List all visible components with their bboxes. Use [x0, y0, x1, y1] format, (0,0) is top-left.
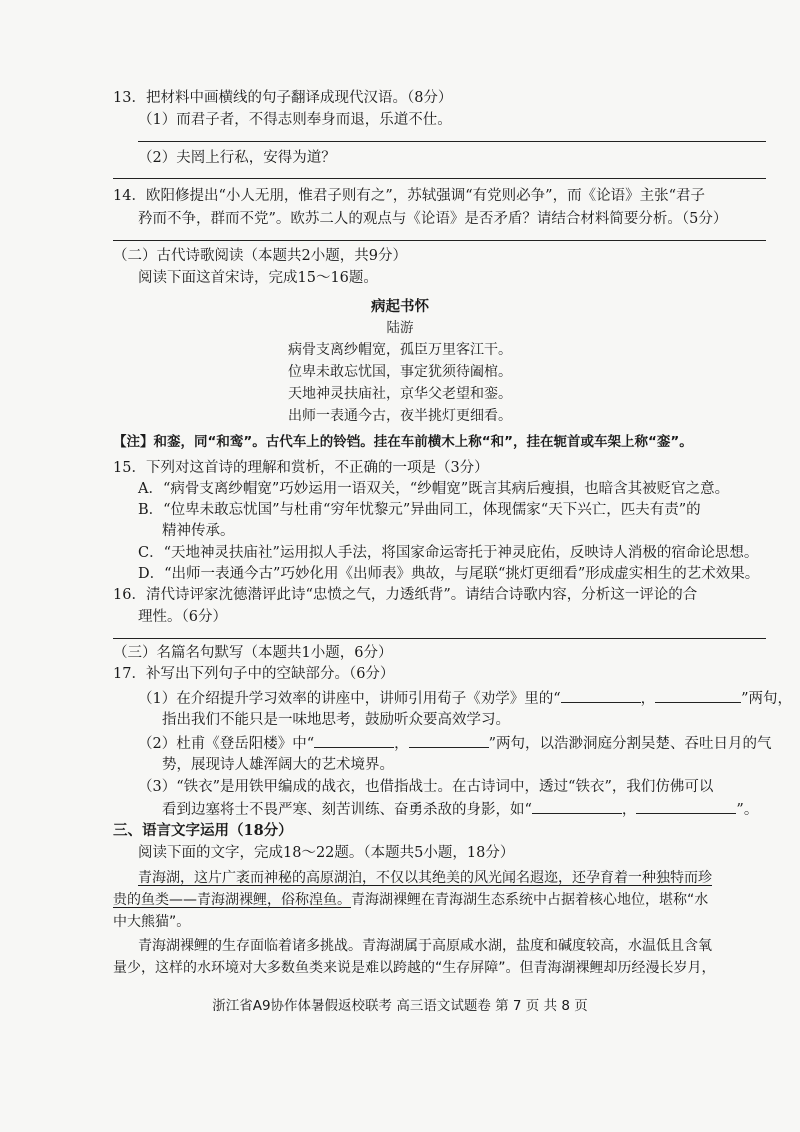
poem-note: 【注】和銮，同“和鸾”。古代车上的铃铛。挂在车前横木上称“和”，挂在轭首或车架上称“銮”。	[113, 434, 693, 450]
poem-line: 出师一表通今古，夜半挑灯更细看。	[288, 408, 512, 424]
poem-line: 位卑未敢忘忧国，事定犹须待阖棺。	[288, 364, 512, 380]
q15-option-c: C．“天地神灵扶庙社”运用拟人手法，将国家命运寄托于神灵庇佑，反映诗人消极的宿命论思想。	[138, 545, 759, 561]
q13-item-2: （2）夫罔上行私，安得为道？	[138, 150, 336, 166]
q13-item-1: （1）而君子者，不得志则奉身而退，乐道不仕。	[138, 112, 452, 128]
page-footer: 浙江省A9协作体暑假返校联考 高三语文试题卷 第 7 页 共 8 页	[212, 998, 588, 1014]
q17-item-1	[138, 688, 792, 709]
answer-line	[113, 638, 766, 639]
poem-author: 陆游	[386, 320, 414, 336]
section-heading-language: 三、语言文字运用（18分）	[113, 822, 293, 839]
passage-line: 青海湖裸鲤的生存面临着诸多挑战。青海湖属于高原咸水湖，盐度和碱度较高，水温低且含氧	[138, 938, 712, 954]
q17-item-1-text: （1）在介绍提升学习效率的讲座中，讲师引用荀子《劝学》里的“	[138, 691, 561, 707]
section-instruction: 阅读下面这首宋诗，完成15～16题。	[138, 270, 378, 286]
q17-stem: 17．补写出下列句子中的空缺部分。（6分）	[113, 666, 395, 682]
fill-blank[interactable]	[314, 733, 394, 748]
q15-option-b: B．“位卑未敢忘忧国”与杜甫“穷年忧黎元”异曲同工，体现儒家“天下兴亡，匹夫有责”的	[138, 502, 701, 518]
q17-item-2-end: ”两句，以浩渺洞庭分割吴楚、吞吐日月的气	[488, 736, 772, 752]
q16-line-1: 16．清代诗评家沈德潜评此诗“忠愤之气，力透纸背”。请结合诗歌内容，分析这一评论的合	[113, 587, 698, 603]
punct: ，	[394, 736, 409, 752]
fill-blank[interactable]	[532, 799, 622, 814]
answer-line	[113, 178, 766, 179]
q17-item-3-end: ”。	[736, 802, 759, 818]
punct: ，	[621, 802, 637, 818]
passage-line: 量少，这样的水环境对大多数鱼类来说是难以跨越的“生存屏障”。但青海湖裸鲤却历经漫长岁月，	[113, 960, 716, 976]
passage-underlined: 贵的鱼类——青海湖裸鲤，俗称湟鱼。	[113, 892, 351, 908]
q15-option-a: A．“病骨支离纱帽宽”巧妙运用一语双关，“纱帽宽”既言其病后瘦損，也暗含其被贬官之意。	[138, 481, 730, 497]
passage-line: 中大熊猫”。	[113, 914, 191, 930]
section-heading-recitation: （三）名篇名句默写（本题共1小题，6分）	[113, 645, 393, 661]
answer-line	[138, 141, 766, 142]
q17-item-2-cont: 势，展现诗人雄浑阔大的艺术境界。	[162, 757, 394, 773]
section-heading-poetry: （二）古代诗歌阅读（本题共2小题，共9分）	[113, 248, 407, 264]
q17-item-3-cont	[162, 799, 758, 820]
punct: ，	[640, 691, 656, 707]
q14-line-2: 矜而不争，群而不党”。欧苏二人的观点与《论语》是否矛盾？请结合材料简要分析。（5分）	[138, 211, 728, 227]
fill-blank[interactable]	[636, 799, 736, 814]
q13-stem: 13．把材料中画横线的句子翻译成现代汉语。（8分）	[113, 90, 453, 106]
fill-blank[interactable]	[409, 733, 489, 748]
q17-item-1-cont: 指出我们不能只是一味地思考，鼓励听众要高效学习。	[162, 712, 510, 728]
q14-line-1: 14．欧阳修提出“小人无朋，惟君子则有之”，苏轼强调“有党则必争”，而《论语》主张“君子	[113, 188, 706, 204]
q17-item-1-end: ”两句，	[741, 691, 793, 707]
fill-blank[interactable]	[655, 688, 741, 703]
q15-stem: 15．下列对这首诗的理解和赏析，不正确的一项是（3分）	[113, 460, 489, 476]
q15-option-b-cont: 精神传承。	[162, 523, 235, 539]
q16-line-2: 理性。（6分）	[138, 609, 227, 625]
poem-title: 病起书怀	[371, 298, 429, 315]
q17-item-3: （3）“铁衣”是用铁甲编成的战衣，也借指战士。在古诗词中，透过“铁衣”，我们仿佛可以	[138, 779, 714, 795]
q17-item-3-text: 看到边塞将士不畏严寒、刻苦训练、奋勇杀敌的身影，如“	[162, 802, 532, 818]
q17-item-2	[138, 733, 772, 754]
answer-line	[113, 240, 766, 241]
passage-text: 青海湖裸鲤在青海湖生态系统中占据着核心地位，堪称“水	[351, 892, 709, 908]
section-instruction: 阅读下面的文字，完成18～22题。（本题共5小题，18分）	[138, 845, 515, 861]
passage-underlined: 青海湖，这片广袤而神秘的高原湖泊，不仅以其绝美的风光闻名遐迩，还孕育着一种独特而珍	[138, 870, 712, 886]
poem-line: 天地神灵扶庙社，京华父老望和銮。	[288, 386, 512, 402]
passage-line	[113, 890, 708, 910]
q15-option-d: D．“出师一表通今古”巧妙化用《出师表》典故，与尾联“挑灯更细看”形成虚实相生的艺术效果。	[138, 566, 760, 582]
q17-item-2-text: （2）杜甫《登岳阳楼》中“	[138, 736, 315, 752]
poem-line: 病骨支离纱帽宽，孤臣万里客江干。	[288, 342, 512, 358]
fill-blank[interactable]	[561, 688, 641, 703]
